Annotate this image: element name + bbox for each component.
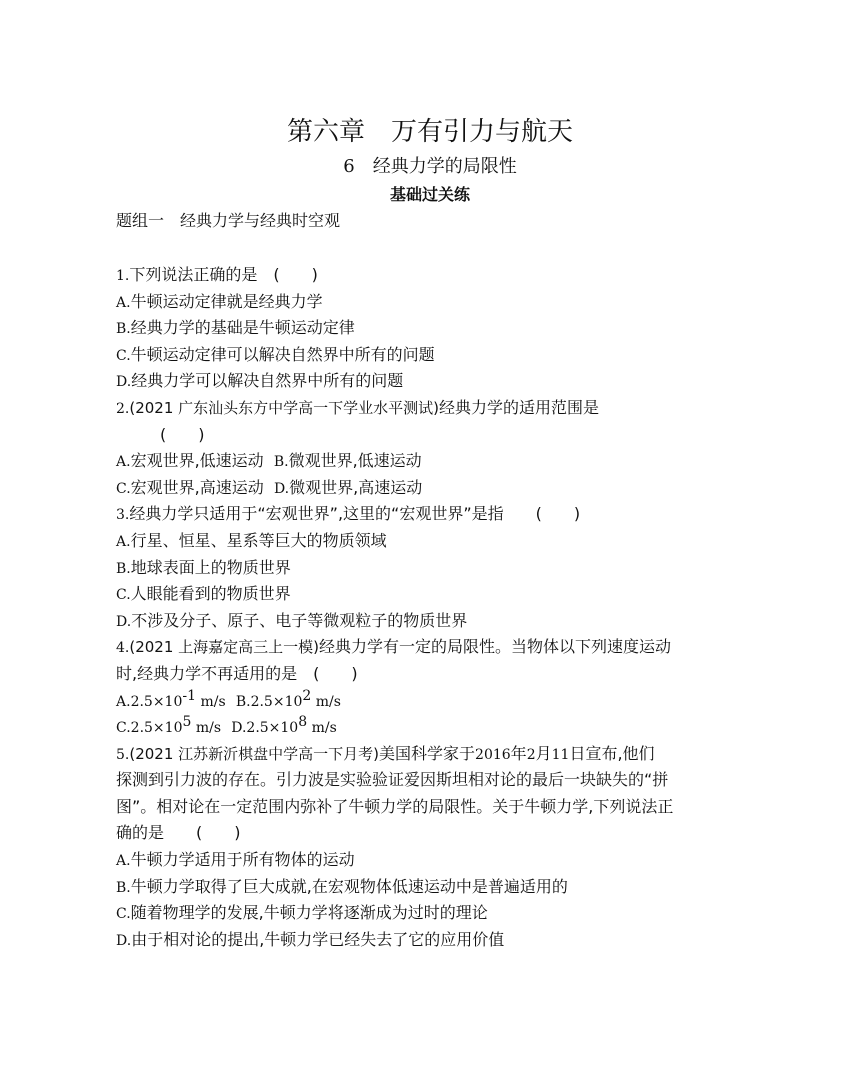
option-label: D. [231, 720, 247, 737]
option-text: 牛顿力学适用于所有物体的运动 [130, 850, 355, 870]
option-text: 牛顿运动定律可以解决自然界中所有的问题 [130, 344, 435, 364]
question-4-stem-line-2: 时,经典力学不再适用的是 ( ) [116, 663, 358, 683]
question-number: 1. [116, 268, 130, 284]
question-text: 经典力学有一定的局限性。当物体以下列速度运动 [319, 637, 672, 657]
question-3-option-d [116, 608, 746, 635]
option-text: 经典力学可以解决自然界中所有的问题 [131, 371, 404, 391]
option-exponent: 2 [302, 687, 312, 704]
option-label: D. [116, 374, 132, 391]
question-list [116, 262, 746, 953]
question-5-stem-line-3: 图”。相对论在一定范围内弥补了牛顿力学的局限性。关于牛顿力学,下列说法正 [116, 796, 674, 816]
option-exponent: 8 [298, 714, 308, 731]
option-text: 随着物理学的发展,牛顿力学将逐渐成为过时的理论 [130, 903, 488, 923]
option-unit: m/s [196, 693, 226, 710]
question-source: (2021 江苏新沂棋盘中学高一下月考) [129, 744, 380, 763]
question-number: 4. [116, 640, 130, 657]
question-5-stem-line-4: 确的是 ( ) [116, 823, 241, 843]
option-text: 由于相对论的提出,牛顿力学已经失去了它的应用价值 [131, 929, 505, 949]
exercise-subtitle: 基础过关练 [389, 185, 470, 204]
question-source: (2021 上海嘉定高三上一模) [129, 638, 320, 657]
option-label: D. [273, 480, 290, 497]
option-label: B. [116, 879, 131, 896]
option-label: D. [116, 613, 132, 630]
option-label: A. [116, 693, 131, 710]
question-text: 日宣布,他们 [569, 743, 655, 763]
option-text: 宏观世界,低速运动 [130, 451, 264, 471]
question-5-stem-line-2: 探测到引力波的存在。引力波是实验验证爱因斯坦相对论的最后一块缺失的“拼 [116, 770, 669, 790]
option-label: C. [116, 906, 131, 923]
option-label: D. [116, 932, 132, 949]
day-value: 11 [551, 746, 570, 763]
option-value: 2.5×10 [130, 720, 183, 737]
month-value: 2 [526, 746, 536, 763]
option-label: B. [235, 693, 251, 710]
option-text: 宏观世界,高速运动 [130, 477, 264, 497]
question-5-option-b [116, 874, 746, 901]
question-2-answer-paren: ( ) [160, 424, 205, 444]
question-3-option-c [116, 581, 746, 608]
question-source: (2021 广东汕头东方中学高一下学业水平测试) [129, 398, 440, 417]
option-label: C. [116, 480, 131, 497]
option-value: 2.5×10 [246, 720, 299, 737]
question-1-stem [116, 262, 746, 289]
question-1-option-d [116, 368, 746, 395]
question-1-option-c [116, 342, 746, 369]
option-label: B. [116, 560, 131, 577]
question-5-option-c [116, 900, 746, 927]
question-5-option-a [116, 847, 746, 874]
question-text: 下列说法正确的是 ( ) [129, 265, 318, 284]
option-text: 经典力学的基础是牛顿运动定律 [130, 318, 355, 338]
option-text: 微观世界,低速运动 [288, 451, 422, 471]
option-label: A. [116, 853, 131, 870]
option-text: 人眼能看到的物质世界 [130, 584, 291, 604]
question-2-stem [116, 395, 746, 422]
question-3-option-b [116, 555, 746, 582]
question-number: 2. [116, 400, 130, 417]
question-4-stem-line-1 [116, 634, 746, 661]
option-label: A. [116, 533, 131, 550]
question-4-options-cd [116, 714, 746, 741]
option-unit: m/s [307, 720, 337, 737]
question-2-options-cd [116, 475, 746, 502]
option-label: B. [273, 454, 289, 471]
option-label: A. [116, 454, 131, 471]
question-text: 年 [510, 743, 527, 763]
section-title: 6 经典力学的局限性 [343, 156, 517, 177]
question-3-option-a [116, 528, 746, 555]
option-value: 2.5×10 [130, 693, 183, 710]
option-exponent: -1 [182, 687, 197, 704]
question-3-stem [116, 501, 746, 528]
option-text: 微观世界,高速运动 [289, 477, 423, 497]
option-value: 2.5×10 [250, 693, 303, 710]
question-5-stem-line-1 [116, 741, 746, 768]
question-text: 经典力学的适用范围是 [439, 397, 600, 417]
option-unit: m/s [311, 693, 341, 710]
question-number: 5. [116, 746, 130, 763]
question-text: 经典力学只适用于“宏观世界”,这里的“宏观世界”是指 ( ) [129, 504, 581, 524]
year-value: 2016 [475, 746, 511, 763]
option-label: A. [116, 294, 131, 311]
question-text: 月 [535, 743, 552, 763]
question-1-option-a [116, 289, 746, 316]
option-label: C. [116, 720, 131, 737]
question-group-title: 题组一 经典力学与经典时空观 [116, 211, 341, 230]
question-number: 3. [116, 507, 130, 524]
option-unit: m/s [191, 720, 222, 737]
question-1-option-b [116, 315, 746, 342]
option-label: C. [116, 587, 131, 604]
question-2-options-ab [116, 448, 746, 475]
option-text: 牛顿力学取得了巨大成就,在宏观物体低速运动中是普遍适用的 [130, 876, 568, 896]
option-label: C. [116, 347, 131, 364]
question-4-options-ab [116, 688, 746, 715]
question-text: 美国科学家于 [379, 743, 476, 763]
option-text: 不涉及分子、原子、电子等微观粒子的物质世界 [131, 610, 468, 630]
chapter-title: 第六章 万有引力与航天 [286, 117, 573, 147]
option-exponent: 5 [182, 714, 192, 731]
question-5-option-d [116, 927, 746, 954]
option-text: 地球表面上的物质世界 [130, 557, 291, 577]
option-text: 牛顿运动定律就是经典力学 [130, 291, 323, 311]
option-text: 行星、恒星、星系等巨大的物质领域 [130, 530, 387, 550]
option-label: B. [116, 321, 131, 338]
